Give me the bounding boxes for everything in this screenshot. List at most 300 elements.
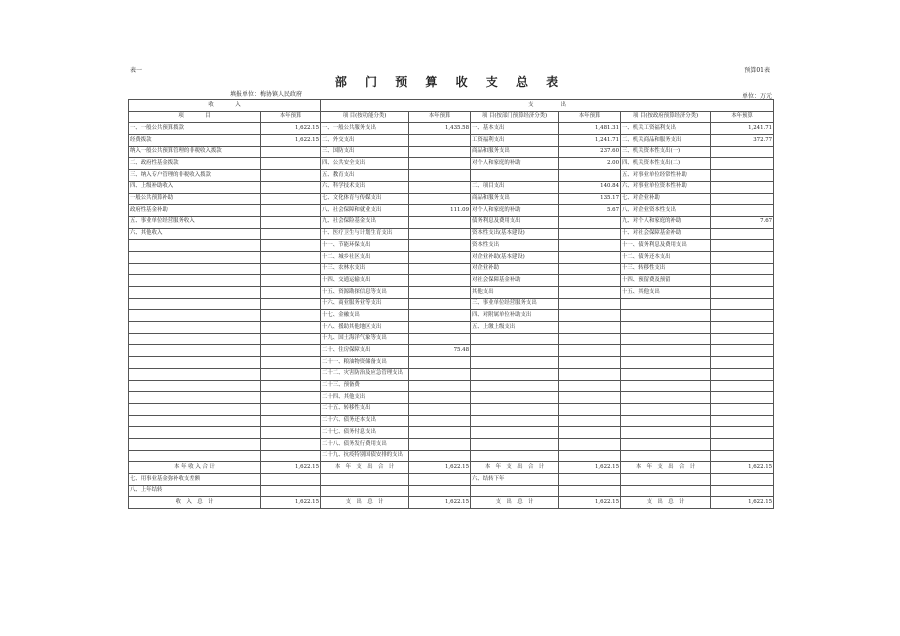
amount-cell (409, 193, 471, 205)
amount-cell (711, 322, 774, 334)
amount-cell (711, 240, 774, 252)
amount-cell (559, 450, 621, 462)
amount-cell (711, 251, 774, 263)
amount-cell: 1,435.58 (409, 123, 471, 135)
amount-cell (261, 438, 321, 450)
item-cell (129, 240, 261, 252)
amount-cell (409, 368, 471, 380)
amount-cell (409, 474, 471, 486)
item-cell: 四、对附属单位补助支出 (471, 310, 559, 322)
item-cell: 十七、金融支出 (321, 310, 409, 322)
item-cell: 八、对企业资本性支出 (621, 205, 711, 217)
table-row (129, 146, 774, 158)
item-cell (471, 380, 559, 392)
amount-cell: 111.09 (409, 205, 471, 217)
item-cell (129, 310, 261, 322)
table-row (129, 193, 774, 205)
item-cell (471, 345, 559, 357)
item-cell: 二十五、转移性支出 (321, 403, 409, 415)
item-cell: 资本性支出 (471, 240, 559, 252)
item-cell: 政府性基金补助 (129, 205, 261, 217)
amount-cell (409, 427, 471, 439)
table-row (129, 310, 774, 322)
item-cell (321, 485, 409, 497)
amount-cell (711, 158, 774, 170)
amount-cell (409, 310, 471, 322)
item-cell: 二十六、债务还本支出 (321, 415, 409, 427)
amount-cell (261, 181, 321, 193)
amount-cell (409, 485, 471, 497)
amount-cell (559, 275, 621, 287)
item-cell (129, 380, 261, 392)
item-cell: 支 出 总 计 (321, 497, 409, 509)
item-cell (129, 392, 261, 404)
item-cell (471, 450, 559, 462)
amount-cell (711, 427, 774, 439)
amount-cell (409, 135, 471, 147)
amount-cell (711, 485, 774, 497)
amount-cell (711, 170, 774, 182)
amount-cell (261, 298, 321, 310)
amount-cell: 1,622.15 (559, 497, 621, 509)
table-row (129, 298, 774, 310)
item-cell (621, 403, 711, 415)
header-group-row (129, 100, 774, 112)
amount-cell (711, 333, 774, 345)
amount-cell (711, 357, 774, 369)
amount-cell: 237.60 (559, 146, 621, 158)
item-cell (471, 357, 559, 369)
amount-cell (559, 403, 621, 415)
item-cell: 七、用事业基金弥补收支差额 (129, 474, 261, 486)
item-cell (621, 310, 711, 322)
amount-cell (261, 450, 321, 462)
amount-cell (559, 240, 621, 252)
amount-cell (409, 322, 471, 334)
item-cell (129, 438, 261, 450)
column-header: 本年预算 (409, 111, 471, 123)
amount-cell (261, 333, 321, 345)
item-cell: 六、结转下年 (471, 474, 559, 486)
item-cell (621, 345, 711, 357)
amount-cell: 2.00 (559, 158, 621, 170)
amount-cell (559, 357, 621, 369)
item-cell: 二、项目支出 (471, 181, 559, 193)
table-row (129, 392, 774, 404)
amount-cell (559, 485, 621, 497)
item-cell: 债务利息及费用支出 (471, 216, 559, 228)
item-cell (471, 415, 559, 427)
amount-cell (409, 357, 471, 369)
amount-cell (559, 438, 621, 450)
amount-cell (559, 298, 621, 310)
item-cell (621, 474, 711, 486)
table-row (129, 403, 774, 415)
amount-cell (559, 427, 621, 439)
item-cell: 十三、农林水支出 (321, 263, 409, 275)
table-row (129, 345, 774, 357)
item-cell (471, 333, 559, 345)
amount-cell (409, 181, 471, 193)
amount-cell: 1,622.15 (261, 462, 321, 474)
item-cell: 四、机关资本性支出(二) (621, 158, 711, 170)
table-row (129, 275, 774, 287)
item-cell: 十四、预留费及预留 (621, 275, 711, 287)
table-row (129, 438, 774, 450)
item-cell (129, 263, 261, 275)
table-row (129, 240, 774, 252)
item-cell (621, 368, 711, 380)
item-cell (621, 427, 711, 439)
item-cell (471, 403, 559, 415)
item-cell: 三、纳入专户管理的非税收入拨款 (129, 170, 261, 182)
amount-cell (409, 333, 471, 345)
amount-cell (261, 251, 321, 263)
item-cell: 二十九、抗疫特别国债安排的支出 (321, 450, 409, 462)
item-cell: 对企业补助(基本建设) (471, 251, 559, 263)
item-cell (621, 333, 711, 345)
item-cell: 对社会保障基金补助 (471, 275, 559, 287)
amount-cell (559, 345, 621, 357)
item-cell (129, 251, 261, 263)
amount-cell (559, 392, 621, 404)
item-cell: 二、政府性基金拨款 (129, 158, 261, 170)
item-cell: 十三、转移性支出 (621, 263, 711, 275)
column-header: 项 目(按功能分类) (321, 111, 409, 123)
item-cell: 六、其他收入 (129, 228, 261, 240)
amount-cell (559, 415, 621, 427)
amount-cell (711, 380, 774, 392)
item-cell (129, 427, 261, 439)
item-cell: 其他支出 (471, 287, 559, 299)
item-cell: 二十一、粮油物资储备支出 (321, 357, 409, 369)
amount-cell (711, 263, 774, 275)
amount-cell (261, 275, 321, 287)
column-header: 本年预算 (711, 111, 774, 123)
item-cell: 十九、国土海洋气象等支出 (321, 333, 409, 345)
amount-cell (409, 146, 471, 158)
amount-cell (409, 450, 471, 462)
item-cell: 五、事业单位经营服务收入 (129, 216, 261, 228)
table-row (129, 287, 774, 299)
amount-cell (409, 216, 471, 228)
table-row (129, 357, 774, 369)
amount-cell (711, 298, 774, 310)
amount-cell (261, 216, 321, 228)
column-header-row (129, 111, 774, 123)
amount-cell: 1,241.71 (711, 123, 774, 135)
amount-cell (261, 345, 321, 357)
item-cell: 资本性支出(基本建设) (471, 228, 559, 240)
table-row (129, 263, 774, 275)
amount-cell: 75.48 (409, 345, 471, 357)
amount-cell (261, 357, 321, 369)
item-cell: 七、文化体育与传媒支出 (321, 193, 409, 205)
item-cell: 二十四、其他支出 (321, 392, 409, 404)
amount-cell (261, 427, 321, 439)
item-cell: 三、事业单位经营服务支出 (471, 298, 559, 310)
item-cell (621, 450, 711, 462)
table-row (129, 158, 774, 170)
amount-cell: 1,241.71 (559, 135, 621, 147)
item-cell: 一、一般公共服务支出 (321, 123, 409, 135)
table-row (129, 123, 774, 135)
amount-cell (711, 193, 774, 205)
amount-cell: 135.17 (559, 193, 621, 205)
item-cell: 十五、其他支出 (621, 287, 711, 299)
item-cell (129, 322, 261, 334)
item-cell: 十、医疗卫生与计划生育支出 (321, 228, 409, 240)
amount-cell (261, 310, 321, 322)
column-header: 项 目(按政府预算经济分类) (621, 111, 711, 123)
amount-cell (261, 415, 321, 427)
amount-cell (261, 263, 321, 275)
amount-cell (711, 181, 774, 193)
item-cell: 十一、债务利息及费用支出 (621, 240, 711, 252)
item-cell: 一、一般公共预算拨款 (129, 123, 261, 135)
item-cell (471, 427, 559, 439)
amount-cell: 1,622.15 (409, 497, 471, 509)
amount-cell (711, 438, 774, 450)
amount-cell (559, 216, 621, 228)
amount-cell (711, 275, 774, 287)
amount-cell (559, 474, 621, 486)
item-cell: 对个人和家庭的补助 (471, 158, 559, 170)
amount-cell (409, 158, 471, 170)
amount-cell: 372.77 (711, 135, 774, 147)
amount-cell: 1,622.15 (261, 497, 321, 509)
amount-cell (711, 146, 774, 158)
amount-cell (261, 474, 321, 486)
budget-summary-table (128, 99, 774, 509)
amount-cell (711, 392, 774, 404)
item-cell: 经费拨款 (129, 135, 261, 147)
amount-cell (409, 170, 471, 182)
item-cell (621, 438, 711, 450)
item-cell: 五、上缴上级支出 (471, 322, 559, 334)
amount-cell (409, 228, 471, 240)
table-row (129, 228, 774, 240)
amount-cell (409, 380, 471, 392)
item-cell (129, 275, 261, 287)
item-cell (471, 438, 559, 450)
item-cell (621, 380, 711, 392)
amount-cell (409, 403, 471, 415)
table-row (129, 485, 774, 497)
amount-cell (409, 298, 471, 310)
table-row (129, 205, 774, 217)
item-cell: 本 年 支 出 合 计 (321, 462, 409, 474)
item-cell (129, 357, 261, 369)
amount-cell (261, 287, 321, 299)
amount-cell: 1,622.15 (711, 462, 774, 474)
item-cell: 二、外交支出 (321, 135, 409, 147)
item-cell (621, 485, 711, 497)
item-cell: 一般公共预算补助 (129, 193, 261, 205)
item-cell: 纳入一般公共预算管理的非税收入拨款 (129, 146, 261, 158)
amount-cell (409, 415, 471, 427)
amount-cell (261, 205, 321, 217)
item-cell: 一、基本支出 (471, 123, 559, 135)
currency-unit: 单位：万元 (741, 93, 772, 100)
item-cell (129, 368, 261, 380)
item-cell: 工资福利支出 (471, 135, 559, 147)
page-title: 部 门 预 算 收 支 总 表 (334, 75, 566, 89)
item-cell (471, 392, 559, 404)
amount-cell (711, 474, 774, 486)
item-cell: 二十二、灾害防治及应急管理支出 (321, 368, 409, 380)
item-cell: 十八、援助其他地区支出 (321, 322, 409, 334)
item-cell: 八、上年结转 (129, 485, 261, 497)
item-cell: 收 入 总 计 (129, 497, 261, 509)
item-cell (129, 415, 261, 427)
item-cell: 二十七、债务付息支出 (321, 427, 409, 439)
item-cell (621, 322, 711, 334)
item-cell: 五、教育支出 (321, 170, 409, 182)
item-cell: 十五、资源勘探信息等支出 (321, 287, 409, 299)
table-row (129, 216, 774, 228)
amount-cell (559, 287, 621, 299)
table-number-label: 表一 (130, 67, 143, 74)
amount-cell (409, 240, 471, 252)
amount-cell (261, 158, 321, 170)
item-cell: 九、社会保险基金支出 (321, 216, 409, 228)
item-cell (471, 368, 559, 380)
item-cell: 六、对事业单位资本性补助 (621, 181, 711, 193)
amount-cell (711, 310, 774, 322)
item-cell (621, 392, 711, 404)
amount-cell (261, 392, 321, 404)
filler-unit: 填报单位：梅协镇人民政府 (230, 91, 303, 98)
subtotal-row (129, 462, 774, 474)
amount-cell (711, 403, 774, 415)
item-cell (129, 403, 261, 415)
item-cell: 支 出 总 计 (471, 497, 559, 509)
amount-cell (559, 228, 621, 240)
amount-cell (409, 287, 471, 299)
item-cell: 七、对企业补助 (621, 193, 711, 205)
amount-cell: 1,622.15 (711, 497, 774, 509)
amount-cell (261, 322, 321, 334)
item-cell: 四、公共安全支出 (321, 158, 409, 170)
amount-cell: 140.84 (559, 181, 621, 193)
amount-cell: 1,622.15 (409, 462, 471, 474)
form-code-label: 预算01表 (744, 67, 770, 74)
amount-cell: 5.67 (559, 205, 621, 217)
amount-cell (559, 322, 621, 334)
amount-cell (559, 251, 621, 263)
expenditure-header: 支 出 (321, 100, 774, 112)
item-cell: 五、对事业单位经常性补助 (621, 170, 711, 182)
item-cell: 六、科学技术支出 (321, 181, 409, 193)
table-row (129, 380, 774, 392)
item-cell (321, 474, 409, 486)
table-row (129, 474, 774, 486)
amount-cell: 7.67 (711, 216, 774, 228)
item-cell (129, 333, 261, 345)
item-cell (471, 170, 559, 182)
total-row (129, 497, 774, 509)
amount-cell (409, 263, 471, 275)
amount-cell (559, 263, 621, 275)
amount-cell (559, 170, 621, 182)
table-row (129, 333, 774, 345)
item-cell (621, 357, 711, 369)
item-cell: 十二、债务还本支出 (621, 251, 711, 263)
item-cell: 二十、住房保障支出 (321, 345, 409, 357)
amount-cell (261, 228, 321, 240)
table-row (129, 135, 774, 147)
income-header: 收 入 (129, 100, 321, 112)
amount-cell (711, 415, 774, 427)
table-row (129, 415, 774, 427)
amount-cell (261, 170, 321, 182)
item-cell (129, 345, 261, 357)
table-row (129, 322, 774, 334)
column-header: 项 目 (129, 111, 261, 123)
item-cell: 三、国防支出 (321, 146, 409, 158)
amount-cell: 1,481.31 (559, 123, 621, 135)
amount-cell (409, 392, 471, 404)
amount-cell (261, 368, 321, 380)
amount-cell (559, 333, 621, 345)
item-cell: 本 年 收 入 合 计 (129, 462, 261, 474)
item-cell: 十六、商业服务业等支出 (321, 298, 409, 310)
amount-cell (409, 251, 471, 263)
amount-cell (261, 485, 321, 497)
item-cell: 二十三、预备费 (321, 380, 409, 392)
amount-cell (711, 345, 774, 357)
item-cell: 八、社会保障和就业支出 (321, 205, 409, 217)
amount-cell (711, 205, 774, 217)
table-row (129, 181, 774, 193)
table-row (129, 450, 774, 462)
item-cell: 十二、城乡社区支出 (321, 251, 409, 263)
item-cell (129, 450, 261, 462)
amount-cell (261, 380, 321, 392)
item-cell (129, 298, 261, 310)
table-row (129, 427, 774, 439)
item-cell (621, 415, 711, 427)
item-cell (129, 287, 261, 299)
item-cell (621, 298, 711, 310)
item-cell: 九、对个人和家庭的补助 (621, 216, 711, 228)
amount-cell (711, 450, 774, 462)
item-cell: 支 出 总 计 (621, 497, 711, 509)
item-cell (471, 485, 559, 497)
item-cell: 一、机关工资福利支出 (621, 123, 711, 135)
column-header: 本年预算 (261, 111, 321, 123)
item-cell: 四、上级补助收入 (129, 181, 261, 193)
table-row (129, 368, 774, 380)
item-cell: 本 年 支 出 合 计 (471, 462, 559, 474)
amount-cell: 1,622.15 (261, 123, 321, 135)
column-header: 项 目(按部门预算经济分类) (471, 111, 559, 123)
amount-cell: 1,622.15 (261, 135, 321, 147)
amount-cell: 1,622.15 (559, 462, 621, 474)
item-cell: 二十八、债务发行费用支出 (321, 438, 409, 450)
amount-cell (711, 287, 774, 299)
table-row (129, 170, 774, 182)
amount-cell (559, 368, 621, 380)
item-cell: 十四、交通运输支出 (321, 275, 409, 287)
item-cell: 十、对社会保障基金补助 (621, 228, 711, 240)
amount-cell (711, 368, 774, 380)
amount-cell (261, 240, 321, 252)
amount-cell (261, 146, 321, 158)
amount-cell (559, 310, 621, 322)
item-cell: 对个人和家庭的补助 (471, 205, 559, 217)
